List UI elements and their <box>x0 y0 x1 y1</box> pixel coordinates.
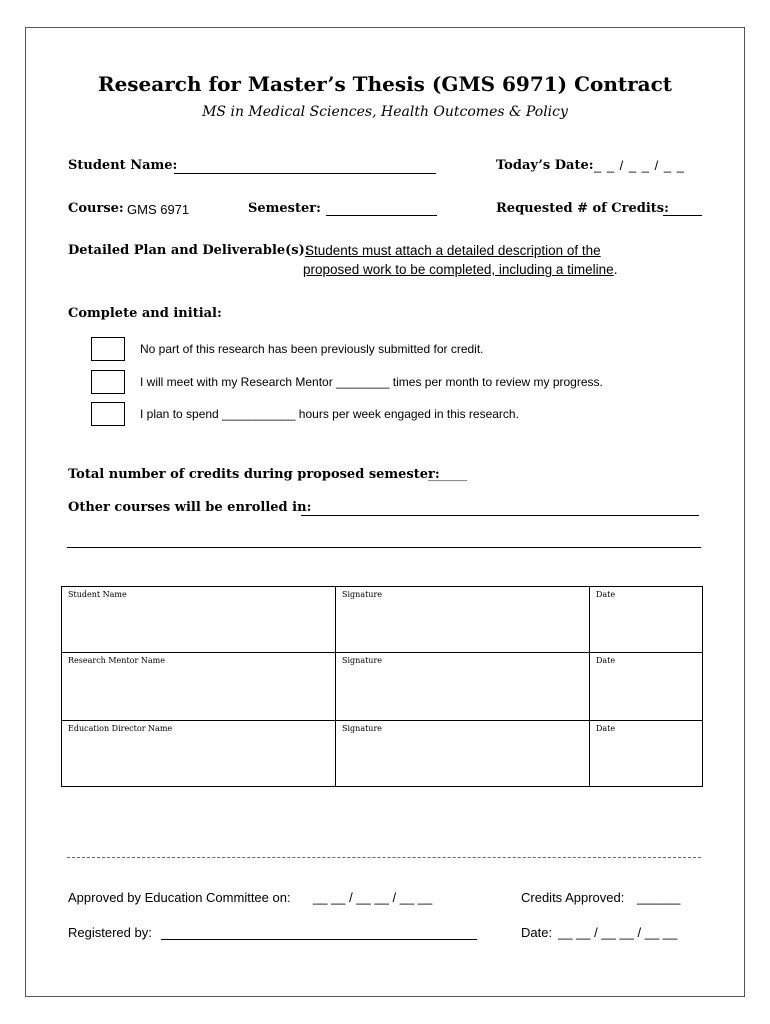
requested-credits-label: Requested # of Credits: <box>496 201 669 216</box>
registration-date-label: Date: <box>521 925 553 940</box>
other-courses-field-line2[interactable] <box>67 547 701 548</box>
registration-date-field[interactable]: __ __ / __ __ / __ __ <box>558 925 678 940</box>
checklist-item-2: I will meet with my Research Mentor ________ times per month to review my progress. <box>140 375 603 389</box>
initial-box-1[interactable] <box>91 337 125 361</box>
student-name-label: Student Name: <box>68 158 178 173</box>
credits-approved-label: Credits Approved: <box>521 890 625 905</box>
complete-heading: Complete and initial: <box>68 306 222 321</box>
semester-field[interactable] <box>326 215 437 216</box>
registered-by-field[interactable] <box>161 939 477 940</box>
approved-date-field[interactable]: __ __ / __ __ / __ __ <box>313 890 433 905</box>
plan-label: Detailed Plan and Deliverable(s): <box>68 243 310 258</box>
total-credits-field[interactable]: ______ <box>428 467 467 482</box>
student-name-cell[interactable]: Student Name <box>62 587 336 653</box>
student-date-cell[interactable]: Date <box>590 587 703 653</box>
plan-instructions-line1: Students must attach a detailed description of the <box>305 243 601 258</box>
form-title: Research for Master’s Thesis (GMS 6971) Contract <box>97 72 673 96</box>
course-label: Course: <box>68 201 124 216</box>
credits-approved-field[interactable]: ______ <box>637 890 681 905</box>
initial-box-2[interactable] <box>91 370 125 394</box>
other-courses-field[interactable] <box>301 515 699 516</box>
plan-instructions-line2: proposed work to be completed, including a timeline. <box>303 262 618 277</box>
registered-by-label: Registered by: <box>68 925 152 940</box>
checklist-item-1: No part of this research has been previously submitted for credit. <box>140 342 484 356</box>
cut-line-divider <box>67 857 701 858</box>
mentor-name-cell[interactable]: Research Mentor Name <box>62 653 336 721</box>
other-courses-label: Other courses will be enrolled in: <box>68 500 312 515</box>
todays-date-field[interactable]: _ _ / _ _ / _ _ <box>594 158 685 173</box>
initial-box-3[interactable] <box>91 402 125 426</box>
requested-credits-field[interactable] <box>663 215 702 216</box>
table-row <box>62 721 703 787</box>
table-row <box>62 587 703 653</box>
form-subtitle: MS in Medical Sciences, Health Outcomes & Policy <box>202 104 568 120</box>
todays-date-label: Today’s Date: <box>496 158 594 173</box>
director-name-cell[interactable]: Education Director Name <box>62 721 336 787</box>
signature-table <box>61 586 703 787</box>
semester-label: Semester: <box>248 201 321 216</box>
student-name-field[interactable] <box>174 173 436 174</box>
table-row <box>62 653 703 721</box>
mentor-date-cell[interactable]: Date <box>590 653 703 721</box>
director-date-cell[interactable]: Date <box>590 721 703 787</box>
student-signature-cell[interactable]: Signature <box>336 587 590 653</box>
approved-by-label: Approved by Education Committee on: <box>68 890 291 905</box>
total-credits-label: Total number of credits during proposed semester: <box>68 467 440 482</box>
mentor-signature-cell[interactable]: Signature <box>336 653 590 721</box>
course-value: GMS 6971 <box>127 202 190 217</box>
checklist-item-3: I plan to spend ___________ hours per week engaged in this research. <box>140 407 519 421</box>
director-signature-cell[interactable]: Signature <box>336 721 590 787</box>
